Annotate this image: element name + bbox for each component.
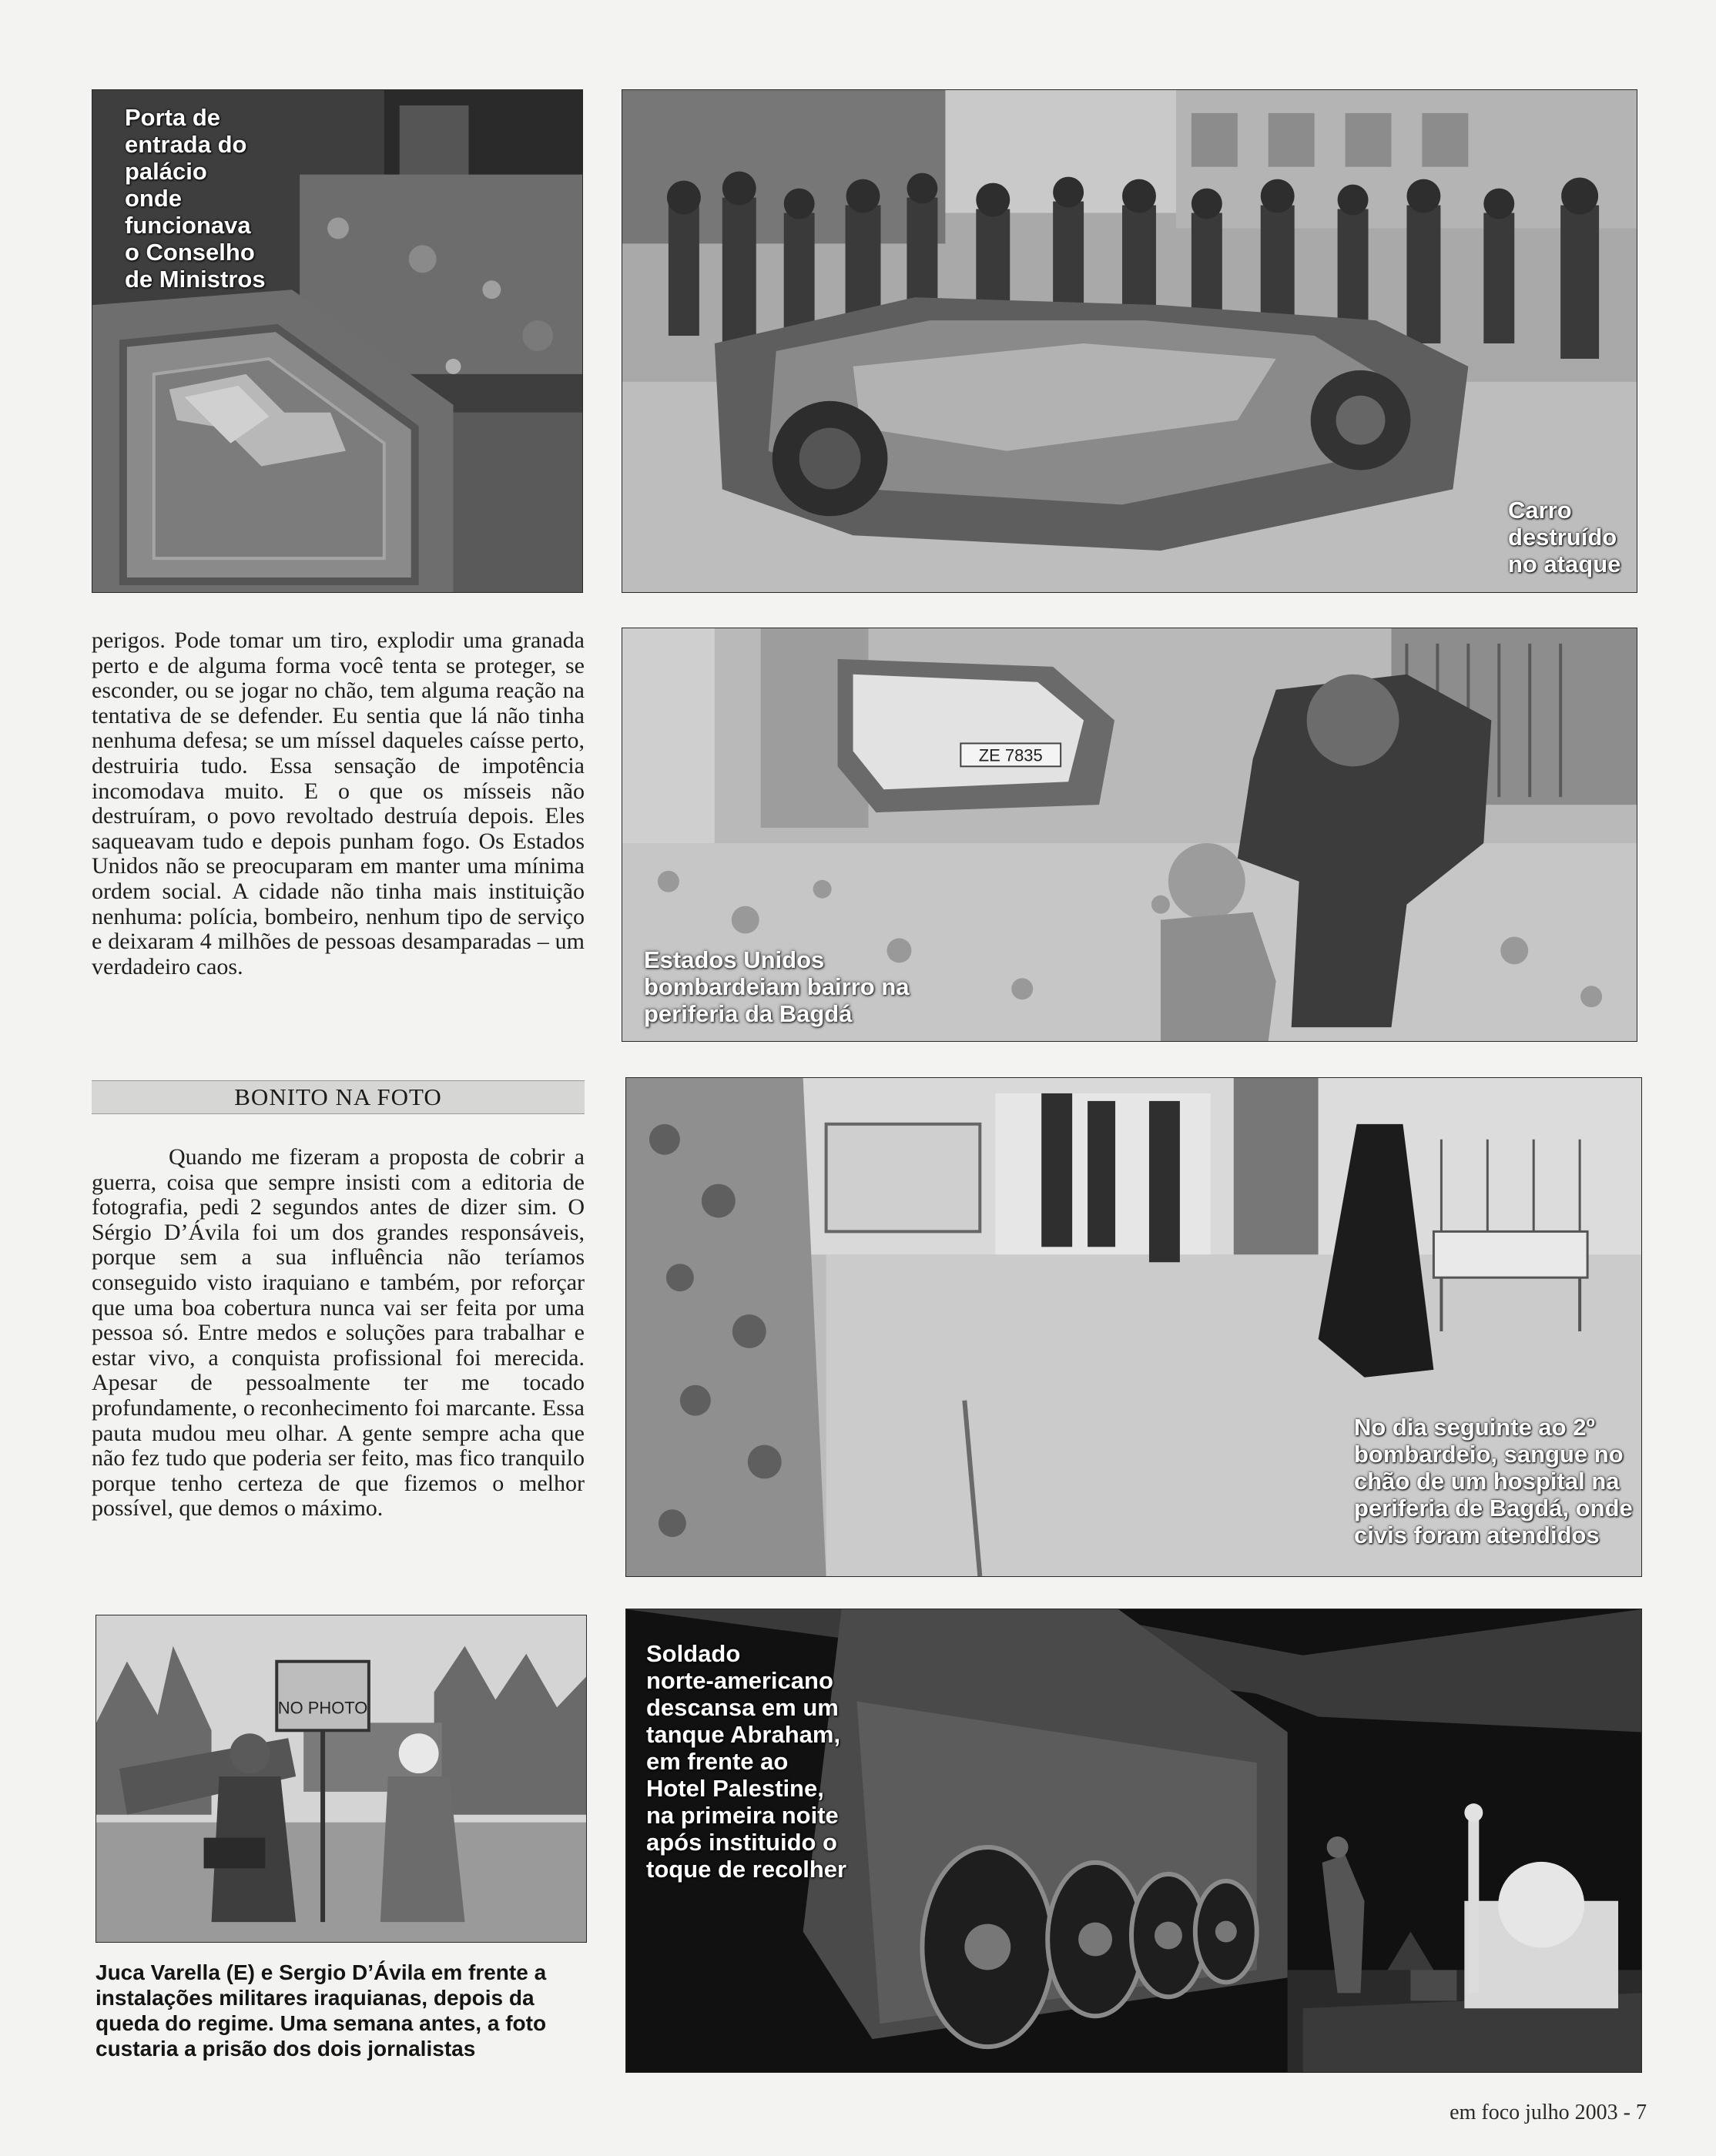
- body-paragraph-2-text: Quando me fizeram a proposta de cobrir a guerra, coisa que sempre insisti com a editoria de fotografia, pedi 2 segundos antes de dizer sim. O Sérgio D’Ávila foi um dos grandes responsáveis, porque sem a sua influência não teríamos conseguido visto iraquiano e também, por reforçar que uma boa cobertura nunca vai ser feita por uma pessoa só. Entre medos e soluções para trabalhar e estar vivo, a conquista profissional foi merecida. Apesar de pessoalmente ter me tocado profundamente, o reconhecimento foi marcante. Essa pauta mudou meu olhar. A gente sempre acha que não fez tudo que poderia ser feito, mas fico tranquilo porque tenho certeza de que fizemos o melhor possível, que demos o máximo.: [92, 1144, 585, 1522]
- page-footer: em foco julho 2003 - 7: [1450, 2101, 1647, 2124]
- caption-palace-door: Porta de entrada do palácio onde funcionava o Conselho de Ministros: [125, 104, 266, 293]
- photo-journalists: [96, 1615, 587, 1943]
- caption-bombing: Estados Unidos bombardeiam bairro na periferia da Bagdá: [644, 946, 910, 1028]
- section-title-bonito-na-foto: BONITO NA FOTO: [92, 1080, 585, 1114]
- body-paragraph-1: [92, 628, 585, 979]
- destroyed-car-image: [622, 90, 1637, 592]
- photo-soldier-tank: [625, 1609, 1642, 2073]
- no-photo-sign: NO PHOTO: [277, 1698, 368, 1718]
- body-paragraph-2: [92, 1145, 585, 1522]
- photo-palace-door: [92, 89, 583, 593]
- photo-bombing-child: [622, 628, 1637, 1042]
- plate-text: ZE 7835: [978, 745, 1043, 765]
- caption-journalists: Juca Varella (E) e Sergio D’Ávila em frente a instalações militares iraquianas, depois da queda do regime. Uma semana antes, a foto custaria a prisão dos dois jornalistas: [96, 1960, 547, 2061]
- caption-destroyed-car: Carro destruído no ataque: [1508, 497, 1621, 578]
- caption-hospital: No dia seguinte ao 2º bombardeio, sangue no chão de um hospital na periferia de Bagdá, onde civis foram atendidos: [1354, 1414, 1633, 1549]
- body-paragraph-1-text: perigos. Pode tomar um tiro, explodir uma granada perto e de alguma forma você tenta se proteger, se esconder, ou se jogar no chão, tem alguma reação na tentativa de se defender. Eu sentia que lá não tinha nenhuma defesa; se um míssel daqueles caísse perto, destruiria tudo. Essa sensação de impotência incomodava muito. E o que os mísseis não destruíram, o povo revoltado destruía depois. Eles saqueavam tudo e depois punham fogo. Os Estados Unidos não se preocuparam em manter uma mínima ordem social. A cidade não tinha mais instituição nenhuma: polícia, bombeiro, nenhum tipo de serviço e deixaram 4 milhões de pessoas desamparadas – um verdadeiro caos.: [92, 628, 585, 979]
- caption-soldier: Soldado norte-americano descansa em um tanque Abraham, em frente ao Hotel Palestine, na primeira noite após instituido o toque de recolher: [646, 1640, 847, 1883]
- photo-hospital: [625, 1077, 1642, 1577]
- journalists-image: [96, 1615, 586, 1942]
- photo-destroyed-car: [622, 89, 1637, 593]
